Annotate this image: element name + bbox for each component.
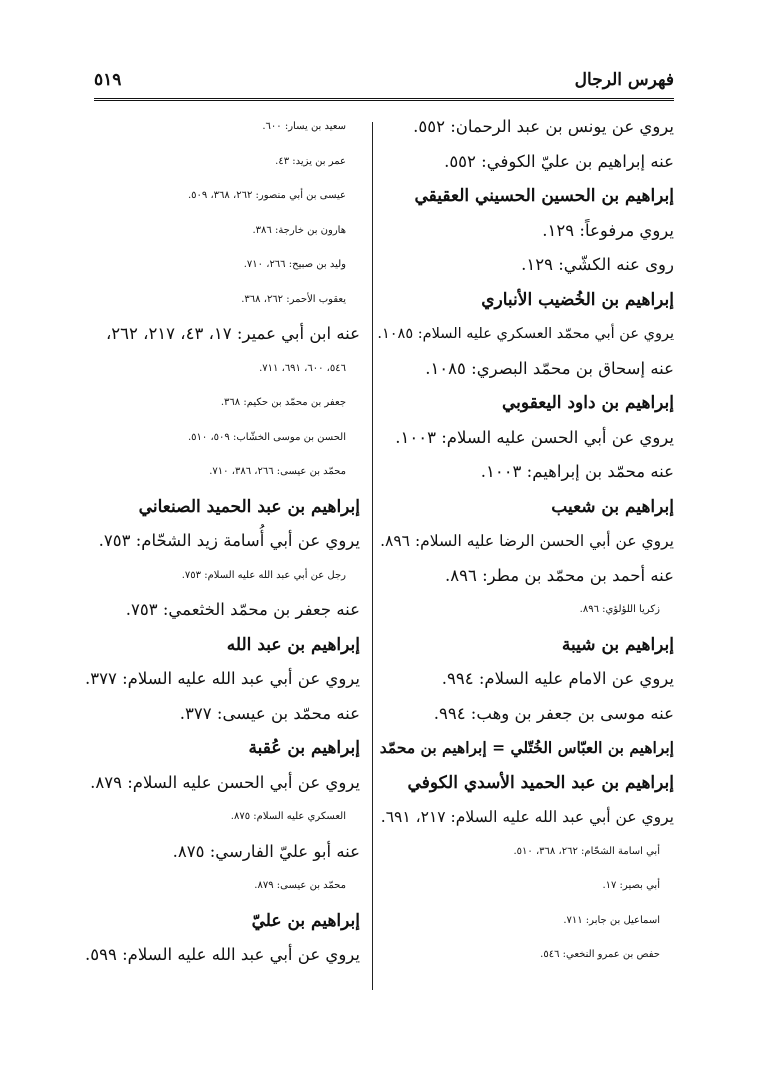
index-entry-line: عنه جعفر بن محمّد الخثعمي: ٧٥٣. [125, 600, 360, 619]
index-entry-line: عنه أحمد بن محمّد بن مطر: ٨٩٦. [445, 565, 674, 585]
index-entry-line: روى عنه الكشّي: ١٢٩. [521, 255, 674, 274]
index-entry-line: أبي بصير: ١٧. [602, 880, 660, 891]
index-entry-line: يروي عن الامام عليه السلام: ٩٩٤. [441, 669, 674, 688]
index-heading: إبراهيم بن عبد الله [226, 634, 360, 655]
index-entry-line: يروي عن أبي محمّد العسكري عليه السلام: ١٠٨٥. [377, 326, 674, 342]
index-entry-line: يروي عن أبي الحسن عليه السلام: ٨٧٩. [90, 772, 360, 792]
index-entry-line: جعفر بن محمّد بن حكيم: ٣٦٨. [220, 397, 346, 408]
index-entry-line: أبي اسامة الشحّام: ٢٦٢، ٣٦٨، ٥١٠. [513, 845, 660, 857]
index-entry-line: محمّد بن عيسى: ٢٦٦، ٣٨٦، ٧١٠. [209, 466, 346, 477]
index-heading: إبراهيم بن العبّاس الخُتّلي = إبراهيم بن محمّد [379, 738, 674, 757]
index-heading: إبراهيم بن داود اليعقوبي [502, 393, 674, 413]
index-entry-line: اسماعيل بن جابر: ٧١١. [563, 914, 660, 926]
header-rule [94, 98, 674, 101]
index-entry-line: يروي مرفوعاً: ١٢٩. [542, 220, 674, 240]
running-title: فهرس الرجال [574, 70, 674, 90]
index-entry-line: زكريا اللؤلؤي: ٨٩٦. [579, 604, 660, 615]
index-entry-line: يروي عن أبي الحسن عليه السلام: ١٠٠٣. [395, 427, 674, 447]
index-entry-line: عنه محمّد بن عيسى: ٣٧٧. [179, 703, 360, 723]
index-entry-line: عنه أبو عليّ الفارسي: ٨٧٥. [172, 841, 360, 861]
index-heading: إبراهيم بن شعيب [551, 496, 674, 517]
index-entry-line: يروي عن أبي عبد الله عليه السلام: ٢١٧، ٦٩١. [380, 808, 674, 826]
left-column [60, 110, 360, 973]
index-entry-line: وليد بن صبيح: ٢٦٦، ٧١٠. [243, 259, 346, 270]
index-entry-line: عنه إسحاق بن محمّد البصري: ١٠٨٥. [425, 358, 674, 378]
index-entry-line: حفص بن عمرو النخعي: ٥٤٦. [540, 949, 660, 960]
index-entry-line: العسكري عليه السلام: ٨٧٥. [230, 811, 346, 822]
index-entry-line: عنه ابن أبي عمير: ١٧، ٤٣، ٢١٧، ٢٦٢، [105, 324, 360, 343]
index-entry-line: سعيد بن يسار: ٦٠٠. [262, 121, 346, 132]
column-divider [372, 122, 373, 990]
index-entry-line: عنه محمّد بن إبراهيم: ١٠٠٣. [480, 462, 674, 481]
index-entry-line: يروي عن يونس بن عبد الرحمان: ٥٥٢. [413, 117, 674, 136]
index-heading: إبراهيم بن عُقبة [248, 738, 360, 758]
index-heading: إبراهيم بن عبد الحميد الأسدي الكوفي [407, 772, 674, 793]
index-entry-line: ٥٤٦، ٦٠٠، ٦٩١، ٧١١. [259, 362, 346, 374]
index-entry-line: رجل عن أبي عبد الله عليه السلام: ٧٥٣. [181, 569, 346, 581]
index-entry-line: يروي عن أبي عبد الله عليه السلام: ٥٩٩. [85, 945, 360, 964]
index-heading: إبراهيم بن عبد الحميد الصنعاني [138, 496, 360, 517]
index-entry-line: يروي عن أبي عبد الله عليه السلام: ٣٧٧. [85, 669, 360, 688]
index-entry-line: محمّد بن عيسى: ٨٧٩. [254, 880, 346, 891]
index-entry-line: عنه موسى بن جعفر بن وهب: ٩٩٤. [433, 703, 674, 723]
index-heading: إبراهيم بن عليّ [251, 910, 360, 931]
index-heading: إبراهيم بن شيبة [561, 634, 674, 655]
index-entry-line: عمر بن يزيد: ٤٣. [275, 155, 346, 167]
right-column [374, 110, 674, 973]
index-entry-line: الحسن بن موسى الخشّاب: ٥٠٩، ٥١٠. [187, 431, 346, 443]
index-entry-line: عنه إبراهيم بن عليّ الكوفي: ٥٥٢. [444, 151, 674, 171]
page-number: ٥١٩ [94, 70, 122, 90]
page-header [94, 64, 674, 98]
index-entry-line: هارون بن خارجة: ٣٨٦. [252, 224, 346, 236]
index-entry-line: يروي عن أبي أُسامة زيد الشحّام: ٧٥٣. [98, 531, 360, 550]
index-heading: إبراهيم بن الحسين الحسيني العقيقي [414, 186, 674, 206]
index-entry-line: يروي عن أبي الحسن الرضا عليه السلام: ٨٩٦. [380, 532, 674, 550]
index-entry-line: عيسى بن أبي منصور: ٢٦٢، ٣٦٨، ٥٠٩. [187, 190, 346, 201]
index-entry-line: يعقوب الأحمر: ٢٦٢، ٣٦٨. [241, 293, 346, 305]
index-heading: إبراهيم بن الخُضيب الأنباري [481, 289, 674, 310]
